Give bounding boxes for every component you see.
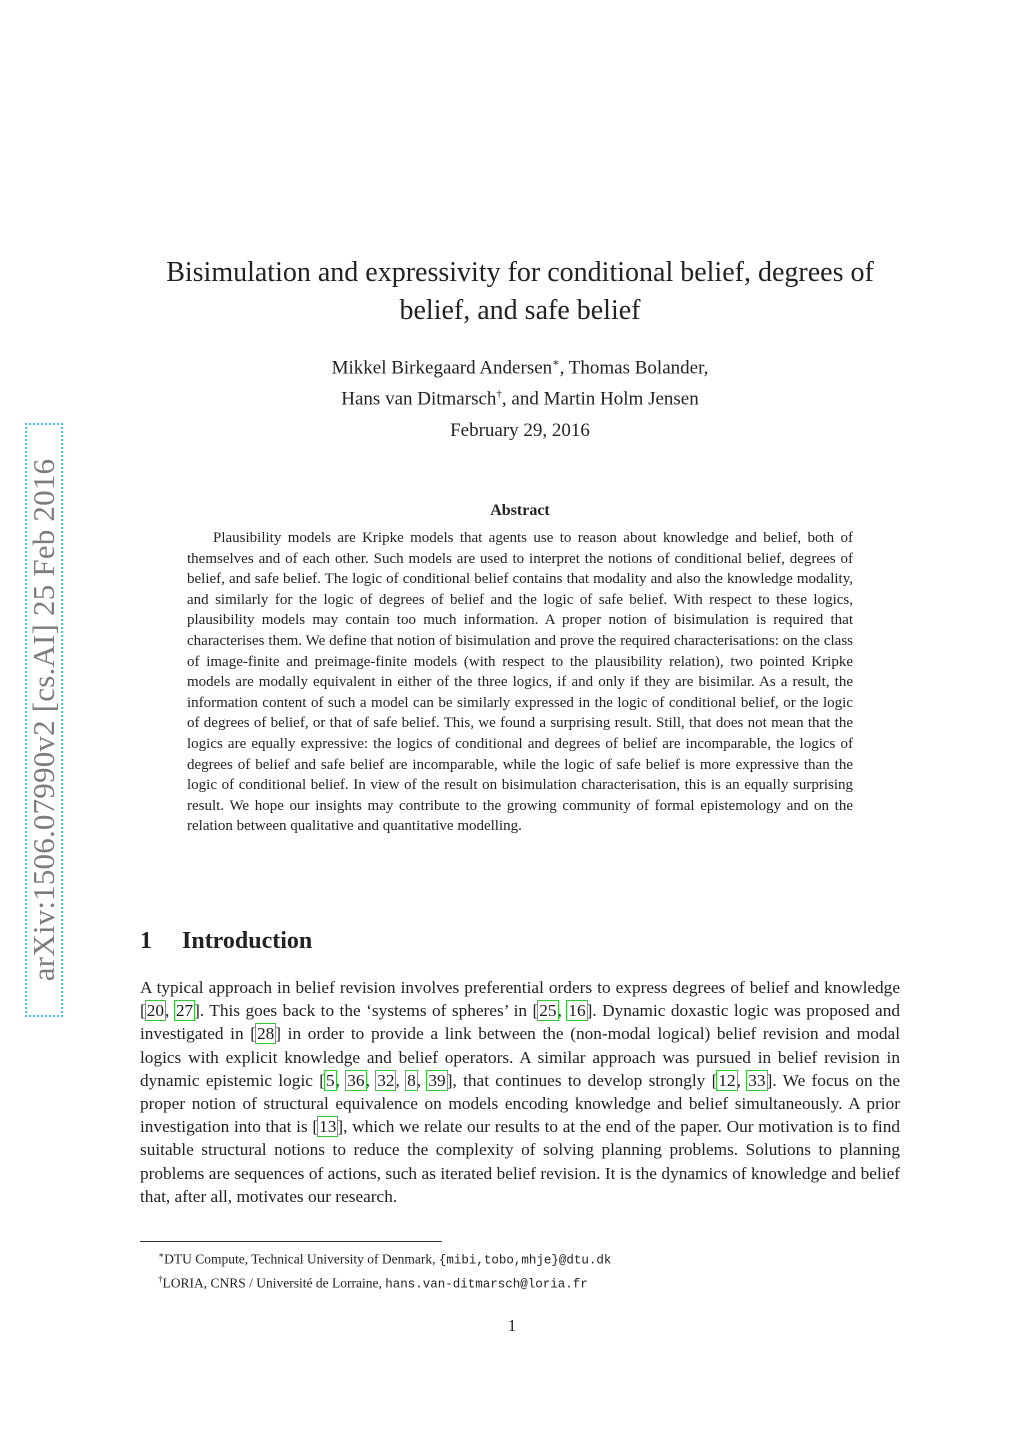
citation-link[interactable]: 27 (175, 1001, 194, 1021)
body-text: ]. This goes back to the ‘systems of spheres’ in [ (194, 1001, 539, 1021)
arxiv-stamp[interactable] (25, 423, 63, 1017)
footnote-marker: † (158, 1273, 163, 1284)
footnotes (158, 1246, 898, 1293)
author-name: Hans van Ditmarsch (341, 388, 497, 410)
author-name: , and Martin Holm Jensen (501, 388, 699, 410)
body-text: , (165, 1001, 175, 1021)
body-text: ]. Dynamic doxastic logic was proposed and investigated in [ (140, 1001, 901, 1044)
citation-link[interactable]: 8 (407, 1070, 416, 1090)
author-line-2 (140, 381, 900, 412)
footnote-text: DTU Compute, Technical University of Denmark, (164, 1251, 439, 1267)
section-number: 1 (140, 928, 152, 954)
citation-link[interactable]: 25 (539, 1001, 557, 1021)
abstract-heading: Abstract (490, 502, 550, 519)
body-text: ], which we relate our results to at the end of the paper. Our motivation is to find suitable structural notions to reduce the complexity of solving planning problems. Solutions to planning problems are sequences of actions, such as iterated belief revision. It is the dynamics of knowledge and belief that, after all, motivates our research. (140, 1117, 900, 1206)
author-name: Mikkel Birkegaard Andersen (331, 357, 553, 379)
footnote-text: LORIA, CNRS / Université de Lorraine, (162, 1275, 386, 1290)
citation-link[interactable]: 16 (568, 1001, 586, 1021)
body-text: , (736, 1070, 748, 1090)
footnote-1 (158, 1246, 898, 1270)
page-number: 1 (507, 1316, 517, 1335)
paper-title: Bisimulation and expressivity for conditional belief, degrees of belief, and safe belief (166, 257, 874, 326)
footnote-divider (140, 1241, 442, 1242)
body-text: , (416, 1070, 428, 1090)
citation-link[interactable]: 12 (718, 1070, 736, 1090)
body-text: ], that continues to develop strongly [ (446, 1070, 718, 1090)
citation-link[interactable]: 32 (377, 1070, 395, 1090)
email-address[interactable]: hans.van-ditmarsch@loria.fr (385, 1277, 588, 1291)
email-address[interactable]: {mibi,tobo,mhje}@dtu.dk (438, 1253, 612, 1268)
body-text: , (557, 1001, 568, 1021)
author-list (140, 350, 900, 413)
citation-link[interactable]: 28 (257, 1024, 275, 1044)
abstract-text: Plausibility models are Kripke models that agents use to reason about knowledge and belief, both of themselves and of each other. Such models are used to interpret the notions of conditional belief, degrees of belief, and safe belief. The logic of conditional belief contains that modality and also the knowledge modality, and similarly for the logic of degrees of belief and the logic of safe belief. With respect to these logics, plausibility models may contain too much information. A proper notion of bisimulation is required that characterises them. We define that notion of bisimulation and prove the required characterisations: on the class of image-finite and preimage-finite models (with respect to the plausibility relation), two pointed Kripke models are modally equivalent in either of the three logics, if and only if they are bisimilar. As a result, the information content of such a model can be similarly expressed in the logic of conditional belief, or the logic of degrees of belief, or that of safe belief. This, we found a surprising result. Still, that does not mean that the logics are equally expressive: the logics of conditional and degrees of belief are incomparable, the logics of degrees of belief and safe belief are incomparable, while the logic of safe belief is more expressive than the logic of conditional belief. In view of the result on bisimulation characterisation, this is an equally surprising result. We hope our insights may contribute to the growing community of formal epistemology and on the relation between qualitative and quantitative modelling. (187, 530, 853, 835)
citation-link[interactable]: 36 (347, 1070, 365, 1090)
citation-link[interactable]: 20 (146, 1001, 165, 1021)
section-heading (140, 928, 312, 955)
intro-paragraph (140, 976, 900, 1208)
citation-link[interactable]: 33 (748, 1070, 766, 1090)
body-text: , (365, 1070, 377, 1090)
author-name: , Thomas Bolander, (559, 357, 709, 379)
footnote-2 (158, 1270, 898, 1294)
body-text: , (335, 1070, 347, 1090)
arxiv-identifier: arXiv:1506.07990v2 [cs.AI] 25 Feb 2016 (26, 458, 61, 982)
publication-date: February 29, 2016 (450, 420, 590, 441)
body-text: ]. We focus on the proper notion of structural equivalence on models encoding knowledge and belief simultaneously. A prior investigation into that is [ (140, 1070, 901, 1137)
citation-link[interactable]: 39 (428, 1070, 446, 1090)
citation-link[interactable]: 13 (319, 1117, 337, 1137)
footnote-marker[interactable]: ∗ (552, 357, 560, 369)
footnote-marker[interactable]: † (496, 388, 502, 401)
body-text: , (395, 1070, 407, 1090)
body-text: ] in order to provide a link between the (non-modal logical) belief revision and modal logics with explicit knowledge and belief operators. A similar approach was pursued in belief revision in dynamic epistemic logic [ (140, 1024, 900, 1090)
body-text: A typical approach in belief revision involves preferential orders to express degrees of belief and knowledge [ (140, 978, 900, 1021)
section-title: Introduction (182, 928, 313, 954)
footnote-marker: ∗ (158, 1250, 165, 1260)
author-line-1 (140, 350, 900, 381)
citation-link[interactable]: 5 (326, 1070, 335, 1090)
